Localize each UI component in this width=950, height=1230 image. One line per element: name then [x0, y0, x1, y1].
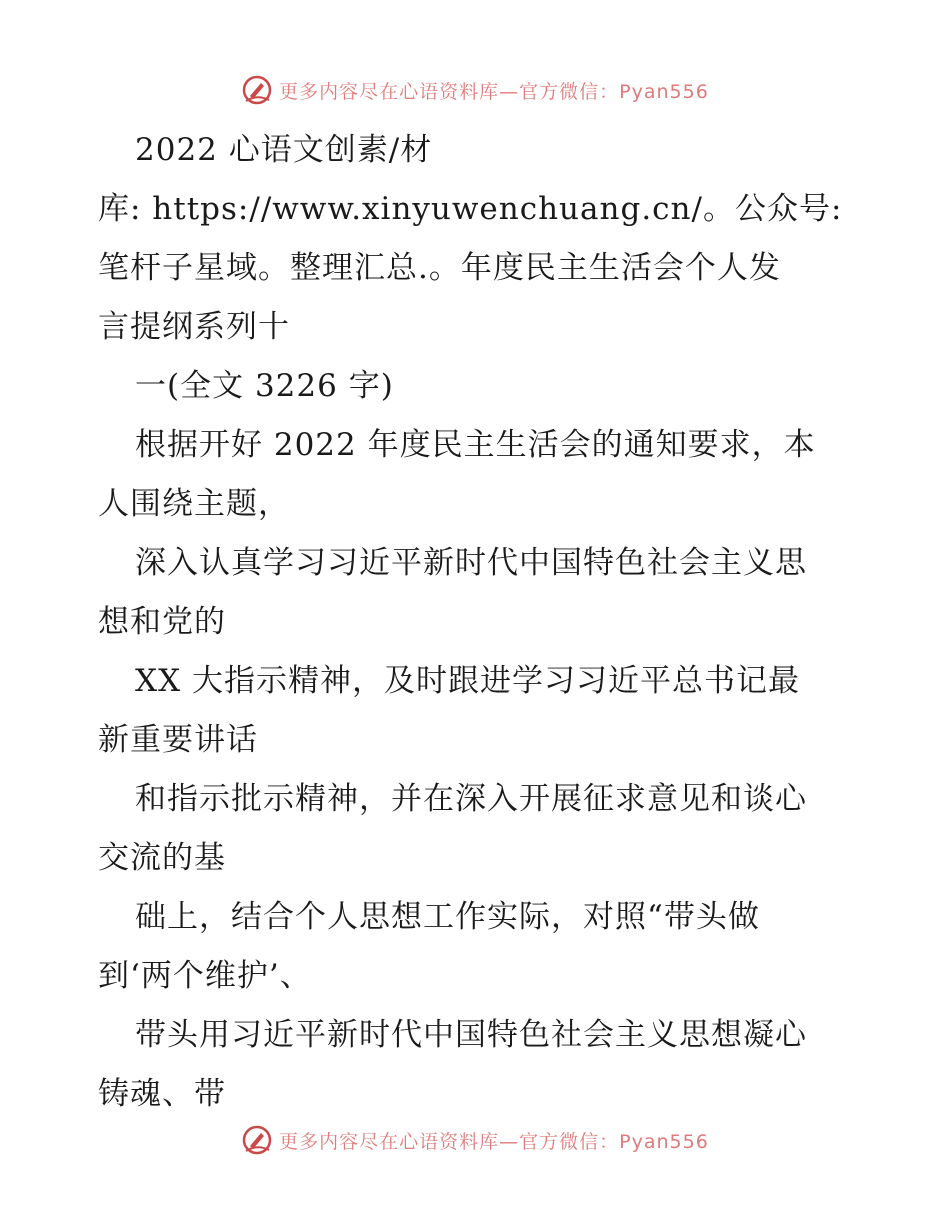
text-line: 根据开好 2022 年度民主生活会的通知要求，本 — [135, 427, 816, 463]
text-line: 2022 心语文创素/材 — [135, 132, 433, 168]
text-line: 想和党的 — [98, 604, 226, 640]
text-line: 交流的基 — [98, 840, 226, 876]
text-line: 言提纲系列十 — [98, 309, 290, 345]
header-banner-text: 更多内容尽在心语资料库—官方微信：Pyan556 — [279, 80, 709, 103]
text-line: XX 大指示精神，及时跟进学习习近平总书记最 — [135, 663, 800, 699]
text-line: 带头用习近平新时代中国特色社会主义思想凝心 — [135, 1017, 807, 1053]
header-banner — [0, 70, 950, 110]
text-line: 深入认真学习习近平新时代中国特色社会主义思 — [135, 545, 807, 581]
text-line: 到‘两个维护’、 — [98, 958, 312, 994]
text-line: 库: https://www.xinyuwenchuang.cn/。公众号: — [98, 191, 843, 227]
footer-banner-text: 更多内容尽在心语资料库—官方微信：Pyan556 — [279, 1130, 709, 1153]
logo-icon — [241, 1124, 273, 1156]
text-line: 人围绕主题， — [98, 486, 290, 522]
footer-banner — [0, 1120, 950, 1160]
text-line: 笔杆子星域。整理汇总.。年度民主生活会个人发 — [98, 250, 781, 286]
text-line: 一(全文 3226 字) — [135, 368, 394, 404]
document-body — [98, 121, 868, 1124]
text-line: 和指示批示精神，并在深入开展征求意见和谈心 — [135, 781, 807, 817]
text-line: 础上，结合个人思想工作实际，对照“带头做 — [135, 899, 760, 935]
text-line: 铸魂、带 — [98, 1076, 226, 1112]
logo-icon — [241, 74, 273, 106]
text-line: 新重要讲话 — [98, 722, 258, 758]
